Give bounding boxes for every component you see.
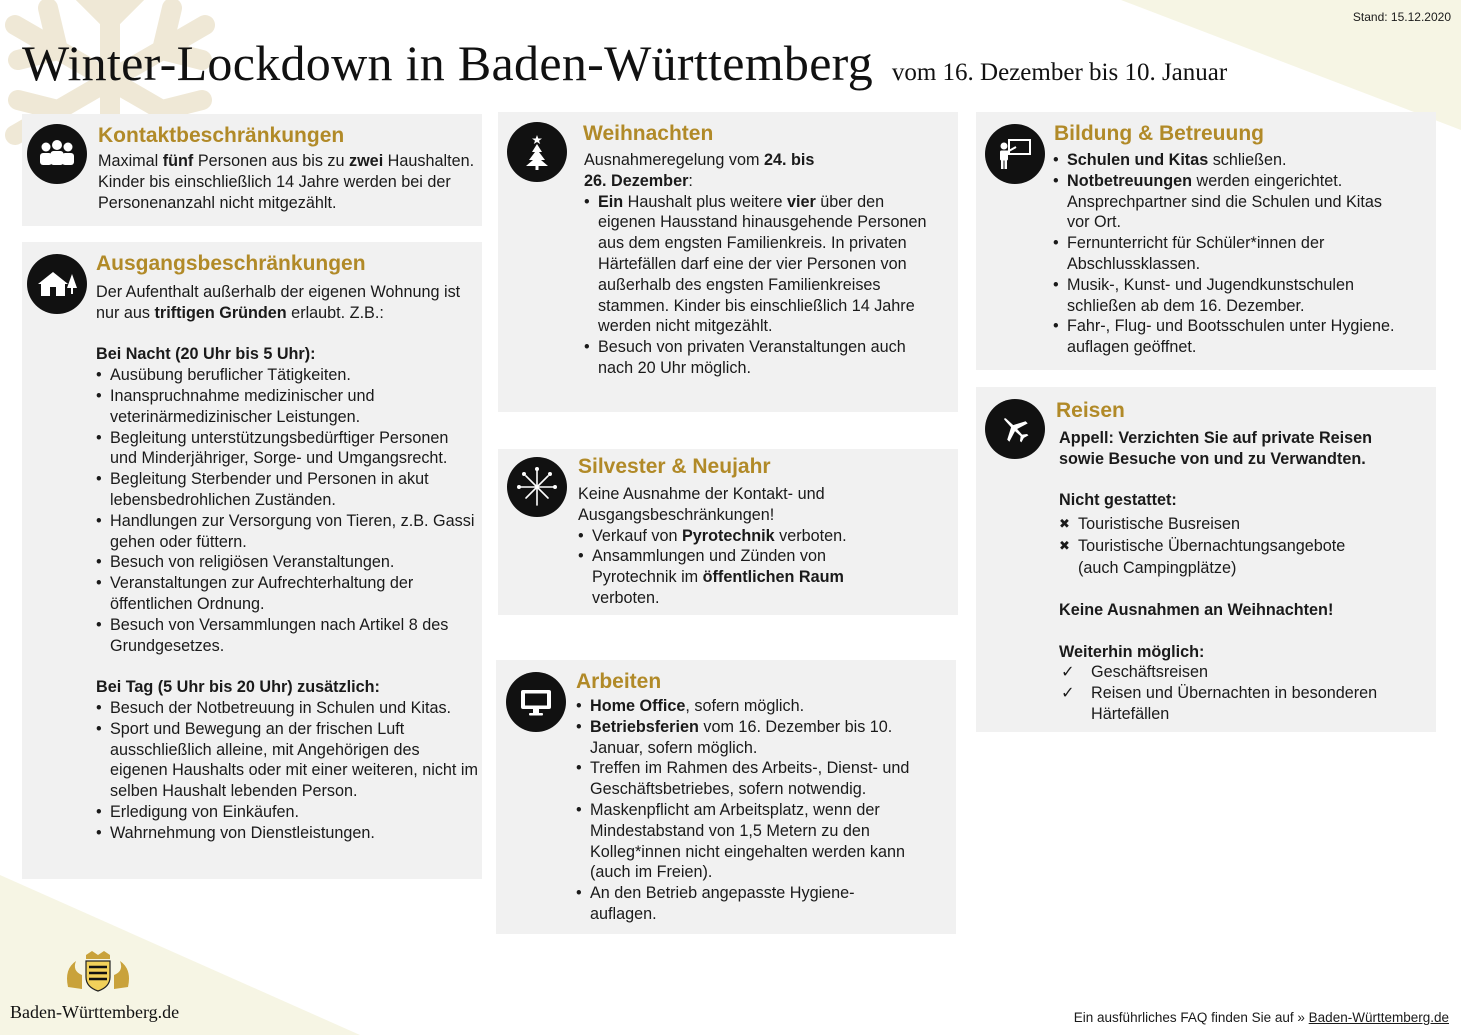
text-span: Haushalten. Kinder bis einschließlich 14 Jahre werden bei der Personenanzahl nicht mitgezählt.: [98, 152, 475, 212]
text-arbeiten: [576, 696, 936, 925]
bold-span: Keine Ausnahmen an Weihnachten!: [1059, 600, 1334, 619]
text-span: vom 16. Dezember bis 10. Januar, sofern möglich.: [590, 717, 893, 757]
bold-span: Schulen und Kitas: [1067, 151, 1209, 169]
list-item: • Besuch von religiösen Veranstaltungen.: [96, 552, 478, 573]
list-item: • Besuch von privaten Veranstaltungen auch nach 20 Uhr möglich.: [584, 337, 934, 379]
no-exception-text: [1059, 600, 1419, 621]
text-span: :: [688, 171, 693, 190]
text-span: werden eingerichtet. Ansprechpartner sind die Schulen und Kitas vor Ort.: [1067, 171, 1382, 232]
bold-span: Betriebsferien: [590, 717, 699, 736]
list-item: • Handlungen zur Versorgung von Tieren, z.B. Gassi gehen oder füttern.: [96, 511, 478, 553]
list-item: • Treffen im Rahmen des Arbeits-, Dienst- und Geschäftsbetriebes, sofern notwendig.: [576, 758, 926, 800]
faq-text: Ein ausführliches FAQ finden Sie auf »: [1073, 1010, 1309, 1025]
panel-ausgangsbeschraenkungen: [22, 242, 482, 879]
panel-reisen: [976, 387, 1436, 732]
text-span: über den eigenen Hausstand hinausgehende Personen aus dem engsten Familienkreis. In privaten Härtefällen darf eine der vier Personen von außerhalb des engsten Familienkreises stammen. Kinder bis einschließlich 14 Jahre werden nicht mitgezählt.: [598, 192, 927, 336]
day-list: [96, 698, 478, 844]
page-subtitle: vom 16. Dezember bis 10. Januar: [891, 59, 1228, 86]
list-item: [584, 192, 934, 338]
bold-span: Appell: Verzichten Sie auf private Reisen sowie Besuche von und zu Verwandten.: [1059, 429, 1373, 468]
bold-span: triftigen Gründen: [154, 303, 287, 322]
list-item: • Wahrnehmung von Dienstleistungen.: [96, 823, 478, 844]
list-item: ✓ Reisen und Übernachten in besonderen Härtefällen: [1059, 683, 1419, 725]
intro-paragraph: [584, 150, 834, 192]
allowed-list: [1059, 662, 1419, 724]
teacher-board-icon: [985, 124, 1045, 184]
text-span: Maximal: [98, 152, 163, 170]
heading-silvester-neujahr: Silvester & Neujahr: [578, 455, 771, 478]
weihnachten-list: [584, 192, 934, 379]
list-item: • Erledigung von Einkäufen.: [96, 802, 478, 823]
bold-span: Pyrotechnik: [682, 526, 775, 545]
arbeiten-list: [576, 696, 936, 925]
list-item: • Ausübung beruflicher Tätigkeiten.: [96, 365, 478, 386]
bold-span: Ein: [598, 192, 624, 211]
list-item: [1053, 150, 1423, 171]
airplane-icon: [985, 399, 1045, 459]
list-item: • Begleitung Sterbender und Personen in akut lebensbedrohlichen Zuständen.: [96, 469, 478, 511]
text-span: Ansammlungen und Zünden von Pyrotechnik im: [592, 547, 826, 587]
bold-span: öffentlichen Raum: [702, 568, 844, 587]
house-icon: [27, 254, 87, 314]
text-span: Haushalt plus weitere: [623, 192, 787, 211]
bold-span: Nicht gestattet:: [1059, 491, 1177, 510]
group-icon: [27, 124, 87, 184]
silvester-list: [578, 526, 868, 609]
faq-note: [1074, 1010, 1449, 1025]
night-list: [96, 365, 478, 656]
bold-span: Weiterhin möglich:: [1059, 642, 1205, 661]
panel-arbeiten: [496, 660, 956, 934]
list-item: • Maskenpflicht am Arbeitsplatz, wenn der Mindestabstand von 1,5 Metern zu den Kolleg*innen nicht eingehalten werden kann (auch im Freien).: [576, 800, 936, 883]
list-item: [576, 696, 936, 717]
list-item: • Besuch der Notbetreuung in Schulen und Kitas.: [96, 698, 478, 719]
text-kontaktbeschraenkungen: [98, 151, 478, 213]
appeal-text: [1059, 428, 1399, 470]
list-item: [1053, 171, 1408, 233]
list-item: • Veranstaltungen zur Aufrechterhaltung der öffentlichen Ordnung.: [96, 573, 478, 615]
bold-span: Notbetreuungen: [1067, 171, 1192, 190]
heading-weihnachten: Weihnachten: [583, 122, 714, 145]
heading-arbeiten: Arbeiten: [576, 670, 662, 693]
coat-of-arms-icon: [58, 949, 138, 993]
spacer: [96, 324, 478, 345]
panel-weihnachten: [498, 112, 958, 412]
list-item: [576, 717, 896, 759]
fireworks-icon: [507, 457, 567, 517]
panel-kontaktbeschraenkungen: [22, 114, 482, 226]
panel-silvester-neujahr: [498, 449, 958, 615]
bold-span: Bei Nacht (20 Uhr bis 5 Uhr):: [96, 345, 316, 364]
bold-span: 24. bis 26. Dezember: [584, 151, 815, 190]
list-item: [578, 526, 868, 547]
text-silvester-neujahr: [578, 484, 868, 609]
bold-span: Bei Tag (5 Uhr bis 20 Uhr) zusätzlich:: [96, 678, 380, 697]
logo-text: Baden-Württemberg.de: [10, 1002, 180, 1022]
spacer: [96, 656, 478, 677]
list-item: • Sport und Bewegung an der frischen Luft ausschließlich alleine, mit Angehörigen des eigenen Haushalts oder mit einer weiteren, nicht im selben Haushalt lebenden Person.: [96, 719, 478, 802]
christmas-tree-icon: [507, 122, 567, 182]
bold-span: vier: [786, 192, 816, 211]
spacer: [1059, 579, 1419, 600]
date-stamp: Stand: 15.12.2020: [1352, 10, 1451, 24]
list-item: • Fernunterricht für Schüler*innen der Abschlussklassen.: [1053, 233, 1353, 275]
title-text: Winter-Lockdown in Baden-Württemberg: [22, 35, 874, 91]
bold-span: fünf: [162, 152, 194, 170]
allowed-heading: [1059, 642, 1419, 663]
text-ausgangsbeschraenkungen: [96, 282, 478, 844]
text-span: Der Aufenthalt außerhalb der eigenen Wohnung ist nur aus: [96, 283, 461, 322]
list-item: • Begleitung unterstützungsbedürftiger Personen und Minderjähriger, Sorge- und Umgangsrecht.: [96, 428, 478, 470]
list-item: • An den Betrieb angepasste Hygiene-auflagen.: [576, 883, 886, 925]
footer-logo: [10, 949, 179, 1023]
text-span: Ausnahmeregelung vom: [584, 151, 764, 169]
list-item: [578, 546, 868, 608]
list-item: • Musik-, Kunst- und Jugendkunstschulen schließen ab dem 16. Dezember.: [1053, 275, 1383, 317]
spacer: [1059, 621, 1419, 642]
bold-span: Home Office: [590, 697, 686, 715]
list-item: • Besuch von Versammlungen nach Artikel 8 des Grundgesetzes.: [96, 615, 478, 657]
text-bildung-betreuung: [1053, 150, 1423, 358]
panel-bildung-betreuung: [976, 112, 1436, 370]
text-span: erlaubt. Z.B.:: [286, 303, 384, 322]
list-item: ✖ Touristische Busreisen: [1059, 513, 1419, 535]
not-allowed-list: [1059, 513, 1419, 579]
text-span: , sofern möglich.: [685, 697, 805, 715]
page-title: [22, 34, 1227, 92]
heading-ausgangsbeschraenkungen: Ausgangsbeschränkungen: [96, 252, 366, 275]
monitor-icon: [506, 672, 566, 732]
list-item: • Inanspruchnahme medizinischer und veterinärmedizinischer Leistungen.: [96, 386, 478, 428]
text-span: schließen.: [1208, 151, 1287, 169]
text-weihnachten: [584, 150, 934, 379]
heading-bildung-betreuung: Bildung & Betreuung: [1054, 122, 1264, 145]
list-item: ✓ Geschäftsreisen: [1059, 662, 1419, 683]
list-item: • Fahr-, Flug- und Bootsschulen unter Hygiene. auflagen geöffnet.: [1053, 316, 1423, 358]
text-span: verboten.: [592, 588, 660, 607]
text-span: Verkauf von: [592, 526, 682, 545]
text-span: verboten.: [774, 526, 847, 545]
bold-span: zwei: [349, 152, 384, 170]
faq-link[interactable]: Baden-Württemberg.de: [1308, 1010, 1449, 1025]
heading-kontaktbeschraenkungen: Kontaktbeschränkungen: [98, 124, 345, 147]
bildung-list: [1053, 150, 1423, 358]
day-heading: [96, 677, 478, 698]
not-allowed-heading: [1059, 490, 1419, 511]
night-heading: [96, 344, 478, 365]
text-span: Personen aus bis zu: [193, 152, 349, 170]
intro-paragraph: Keine Ausnahme der Kontakt- und Ausgangsbeschränkungen!: [578, 485, 825, 524]
list-item: ✖ Touristische Übernachtungsangebote (auch Campingplätze): [1059, 535, 1379, 579]
intro-paragraph: [96, 282, 478, 324]
heading-reisen: Reisen: [1056, 399, 1125, 422]
spacer: [1059, 470, 1419, 491]
text-reisen: [1059, 428, 1419, 725]
